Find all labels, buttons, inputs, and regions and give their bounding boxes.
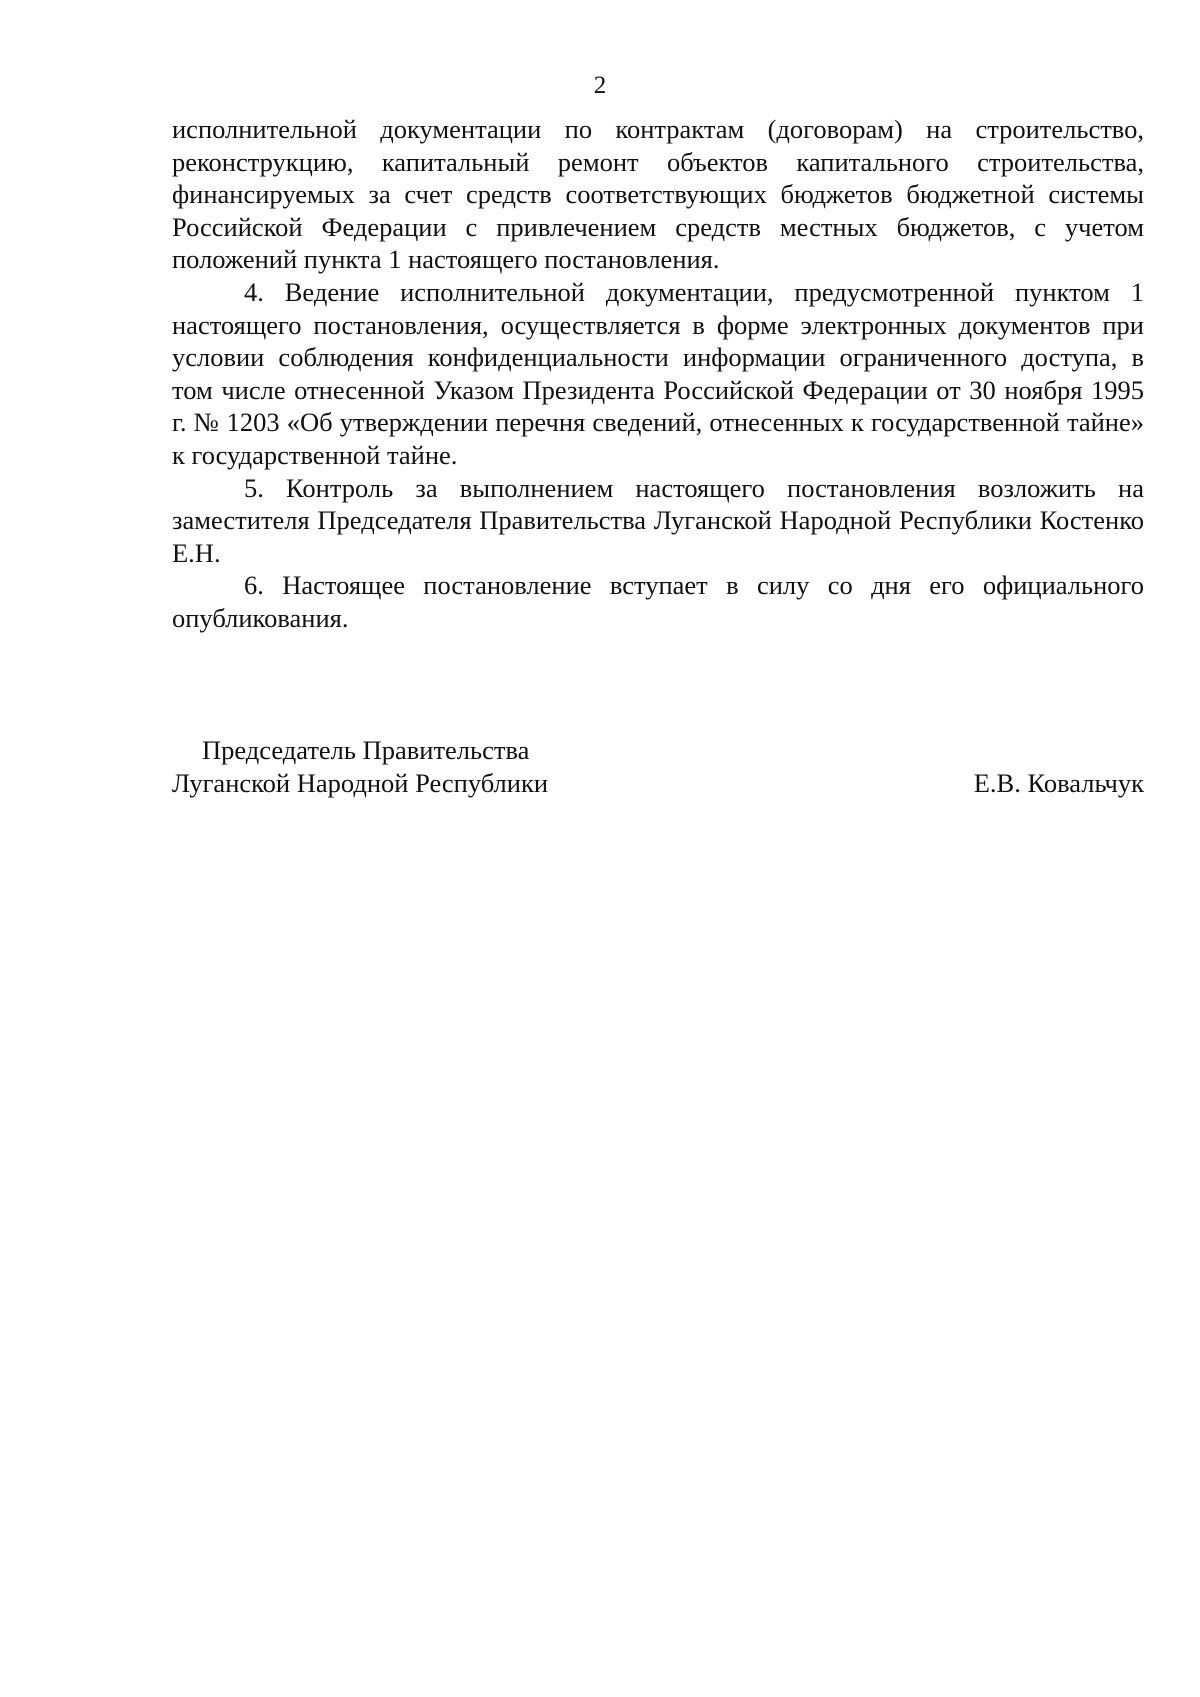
document-body <box>172 113 1144 635</box>
signatory-row <box>172 767 1144 800</box>
signatory-title-line-2: Луганской Народной Республики <box>172 767 549 798</box>
paragraph-item-5: 5. Контроль за выполнением настоящего постановления возложить на заместителя Председателя Правительства Луганской Народной Республики Костенко Е.Н. <box>172 472 1144 568</box>
signatory-title-line-1: Председатель Правительства <box>202 735 530 765</box>
paragraph-item-4: 4. Ведение исполнительной документации, предусмотренной пунктом 1 настоящего постановления, осуществляется в форме электронных документов при условии соблюдения конфиденциальности информации ограниченного доступа, в том числе отнесенной Указом Президента Российской Федерации от 30 ноября 1995 г. № 1203 «Об утверждении перечня сведений, отнесенных к государственной тайне» к государственной тайне. <box>172 276 1144 470</box>
page-number: 2 <box>593 72 607 99</box>
paragraph-continuation: исполнительной документации по контрактам (договорам) на строительство, реконструкцию, капитальный ремонт объектов капитального строительства, финансируемых за счет средств соответствующих бюджетов бюджетной системы Российской Федерации с привлечением средств местных бюджетов, с учетом положений пункта 1 настоящего постановления. <box>172 114 1144 275</box>
signature-block <box>172 734 1144 799</box>
signatory-name: Е.В. Ковальчук <box>973 767 1144 798</box>
paragraph-item-6: 6. Настоящее постановление вступает в силу со дня его официального опубликования. <box>172 570 1144 633</box>
